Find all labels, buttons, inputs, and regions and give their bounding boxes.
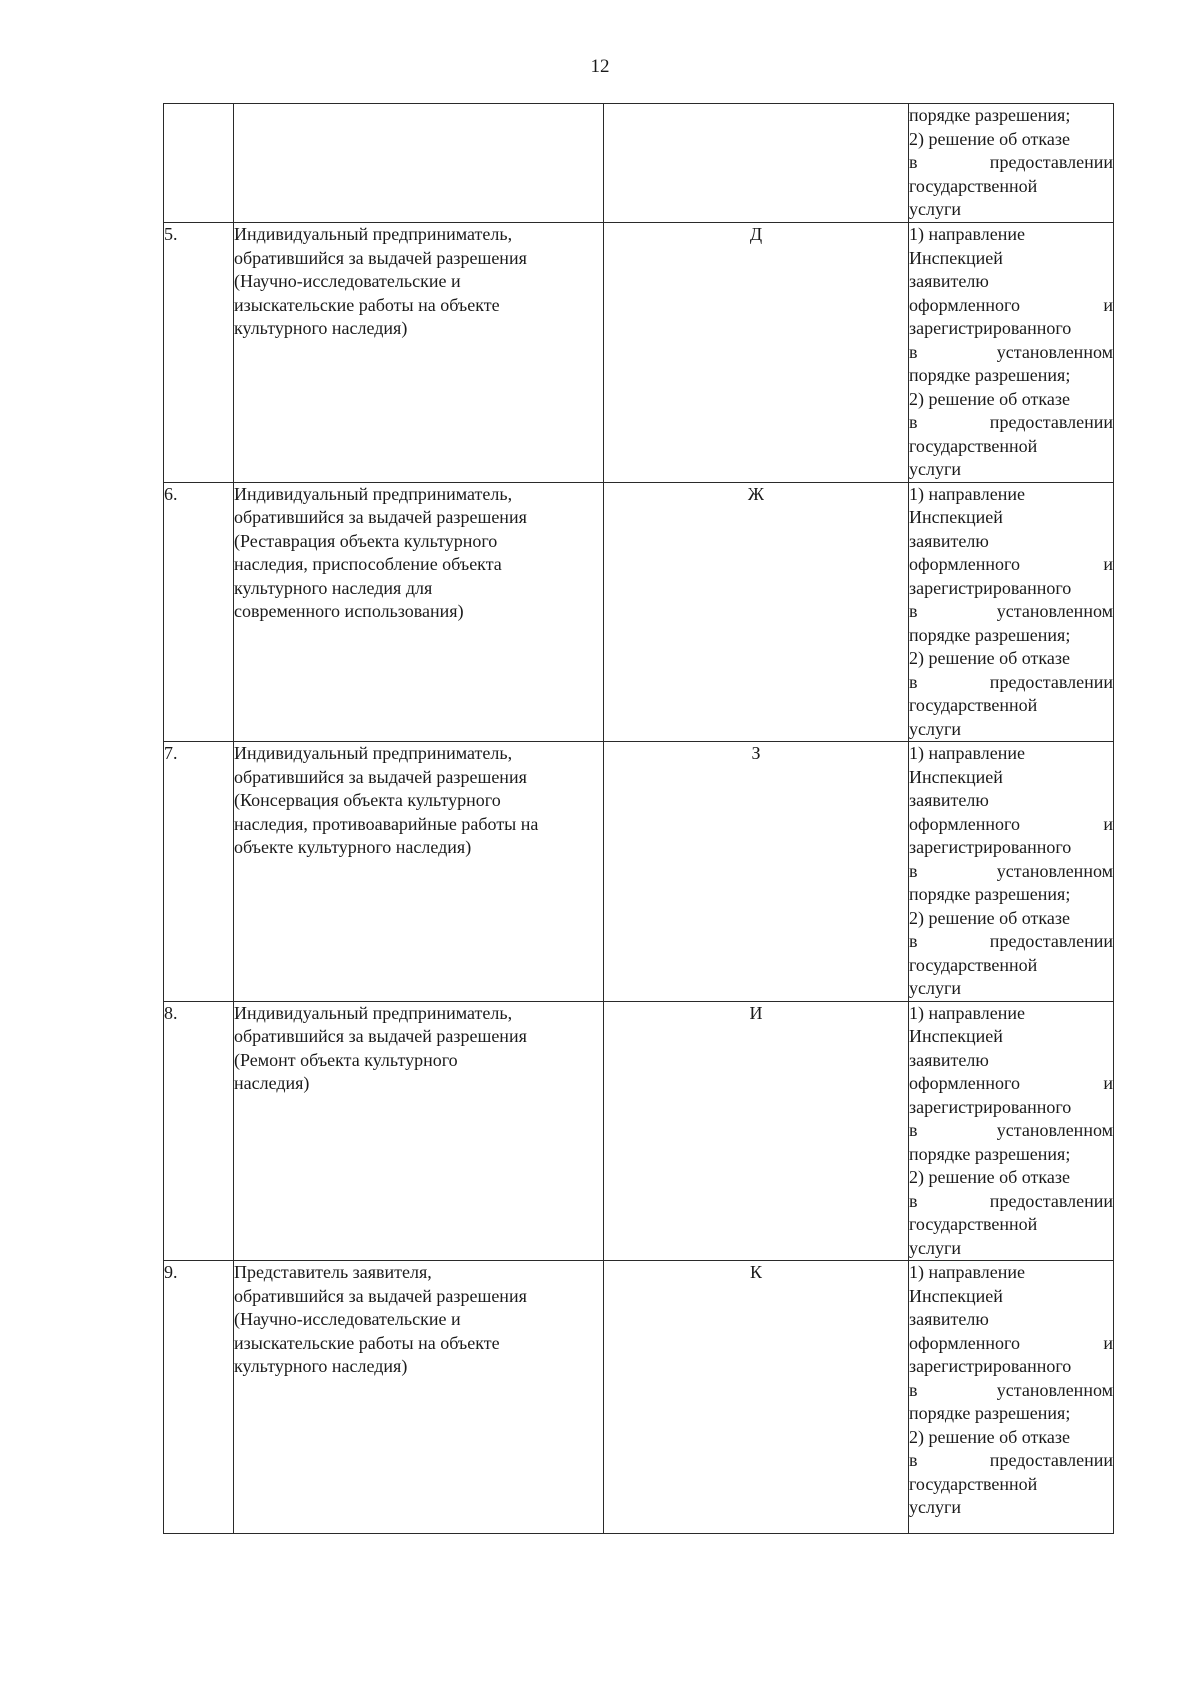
result-cell <box>909 482 1114 742</box>
row-number: 6. <box>164 482 234 742</box>
result-line: услуги <box>909 199 961 219</box>
document-code: Д <box>604 223 909 483</box>
result-line: в предоставлении <box>909 671 1113 692</box>
applicant-cell <box>234 1261 604 1534</box>
result-line: 2) решение об отказе <box>909 907 1070 928</box>
result-line: 2) решение об отказе <box>909 648 1070 668</box>
applicant-line: Индивидуальный предприниматель, <box>234 1002 513 1023</box>
applicant-cell <box>234 1001 604 1261</box>
applicant-cell <box>234 742 604 1002</box>
applicant-line: обратившийся за выдачей разрешения <box>234 1026 527 1046</box>
applicant-line: (Реставрация объекта культурного <box>234 530 498 551</box>
applicant-line: (Ремонт объекта культурного <box>234 1049 458 1070</box>
result-line: в установленном <box>909 601 1113 621</box>
result-line: оформленного и <box>909 1332 1113 1353</box>
result-cell <box>909 1261 1114 1534</box>
result-cell <box>909 1001 1114 1261</box>
row-number: 9. <box>164 1261 234 1534</box>
result-line: порядке разрешения; <box>909 884 1071 904</box>
applicant-line: современного использования) <box>234 601 464 621</box>
result-line: услуги <box>909 459 961 479</box>
applicant-cell <box>234 223 604 483</box>
document-code: К <box>604 1261 909 1534</box>
result-line: оформленного и <box>909 1073 1113 1093</box>
result-line: порядке разрешения; <box>909 1403 1071 1423</box>
result-line: порядке разрешения; <box>909 1143 1071 1164</box>
applicant-line: культурного наследия) <box>234 318 408 338</box>
result-line: зарегистрированного <box>909 837 1072 857</box>
applicant-line: Представитель заявителя, <box>234 1262 432 1282</box>
result-line: государственной <box>909 175 1038 196</box>
result-line: оформленного и <box>909 294 1113 315</box>
document-code: И <box>604 1001 909 1261</box>
result-line: оформленного и <box>909 554 1113 574</box>
result-line: 2) решение об отказе <box>909 128 1070 149</box>
result-line: заявителю <box>909 790 989 810</box>
number-cell <box>164 104 234 223</box>
result-cell <box>909 104 1114 223</box>
applicant-cell <box>234 104 604 223</box>
code-cell <box>604 104 909 223</box>
result-cell <box>909 223 1114 483</box>
applicant-line: обратившийся за выдачей разрешения <box>234 247 527 268</box>
result-line: зарегистрированного <box>909 1356 1072 1376</box>
result-line: Инспекцией <box>909 1285 1003 1306</box>
result-line: заявителю <box>909 530 989 551</box>
applicant-line: наследия, приспособление объекта <box>234 554 502 574</box>
row-number: 7. <box>164 742 234 1002</box>
table-row <box>164 742 1114 1002</box>
applicant-line: наследия) <box>234 1073 310 1093</box>
table-row-continuation <box>164 104 1114 223</box>
applicant-line: (Консервация объекта культурного <box>234 790 501 810</box>
document-code: Ж <box>604 482 909 742</box>
result-line: 1) направление <box>909 224 1025 244</box>
result-line: зарегистрированного <box>909 318 1072 338</box>
row-number: 5. <box>164 223 234 483</box>
result-line: в предоставлении <box>909 931 1113 951</box>
result-line: Инспекцией <box>909 1026 1003 1046</box>
result-line: услуги <box>909 718 961 739</box>
result-cell <box>909 742 1114 1002</box>
result-line: порядке разрешения; <box>909 365 1071 385</box>
applicant-line: обратившийся за выдачей разрешения <box>234 766 527 787</box>
result-line: в установленном <box>909 1120 1113 1140</box>
applicant-line: (Научно-исследовательские и <box>234 1309 461 1329</box>
applicant-cell <box>234 482 604 742</box>
result-line: порядке разрешения; <box>909 624 1071 645</box>
result-line: заявителю <box>909 1309 989 1329</box>
result-line: оформленного и <box>909 813 1113 834</box>
result-line: в предоставлении <box>909 152 1113 172</box>
applicant-line: объекте культурного наследия) <box>234 837 472 857</box>
result-line: заявителю <box>909 271 989 291</box>
table-body <box>164 104 1114 1534</box>
applicant-line: обратившийся за выдачей разрешения <box>234 507 527 527</box>
result-line: порядке разрешения; <box>909 105 1071 125</box>
result-line: государственной <box>909 954 1038 975</box>
table-row <box>164 1261 1114 1534</box>
applicant-line: Индивидуальный предприниматель, <box>234 224 513 244</box>
result-line: зарегистрированного <box>909 1096 1072 1117</box>
result-line: 1) направление <box>909 1002 1025 1023</box>
applicant-line: культурного наследия) <box>234 1356 408 1376</box>
result-line: 1) направление <box>909 743 1025 763</box>
applicant-line: культурного наследия для <box>234 577 433 598</box>
services-table <box>163 103 1114 1534</box>
applicant-line: обратившийся за выдачей разрешения <box>234 1285 527 1306</box>
table-row <box>164 223 1114 483</box>
result-line: в предоставлении <box>909 412 1113 432</box>
applicant-line: (Научно-исследовательские и <box>234 271 461 291</box>
applicant-line: Индивидуальный предприниматель, <box>234 743 513 763</box>
result-line: в установленном <box>909 860 1113 881</box>
table-row <box>164 482 1114 742</box>
result-line: государственной <box>909 435 1038 456</box>
result-line: в установленном <box>909 1379 1113 1400</box>
result-line: услуги <box>909 1237 961 1258</box>
result-line: заявителю <box>909 1049 989 1070</box>
result-line: Инспекцией <box>909 766 1003 787</box>
applicant-line: изыскательские работы на объекте <box>234 294 500 315</box>
result-line: услуги <box>909 978 961 998</box>
result-line: Инспекцией <box>909 247 1003 268</box>
result-line: 2) решение об отказе <box>909 1426 1070 1447</box>
result-line: зарегистрированного <box>909 577 1072 598</box>
document-code: З <box>604 742 909 1002</box>
result-line: в предоставлении <box>909 1190 1113 1211</box>
result-line: государственной <box>909 1214 1038 1234</box>
result-line: 2) решение об отказе <box>909 1167 1070 1187</box>
result-line: 2) решение об отказе <box>909 388 1070 409</box>
row-number: 8. <box>164 1001 234 1261</box>
applicant-line: наследия, противоаварийные работы на <box>234 813 539 834</box>
result-line: 1) направление <box>909 483 1025 504</box>
result-line: 1) направление <box>909 1262 1025 1282</box>
result-line: в предоставлении <box>909 1450 1113 1470</box>
applicant-line: Индивидуальный предприниматель, <box>234 483 513 504</box>
result-line: государственной <box>909 1473 1038 1494</box>
applicant-line: изыскательские работы на объекте <box>234 1332 500 1353</box>
result-line: Инспекцией <box>909 507 1003 527</box>
result-line: государственной <box>909 695 1038 715</box>
table-row <box>164 1001 1114 1261</box>
result-line: услуги <box>909 1497 961 1517</box>
result-line: в установленном <box>909 341 1113 362</box>
page-number: 12 <box>590 56 610 77</box>
